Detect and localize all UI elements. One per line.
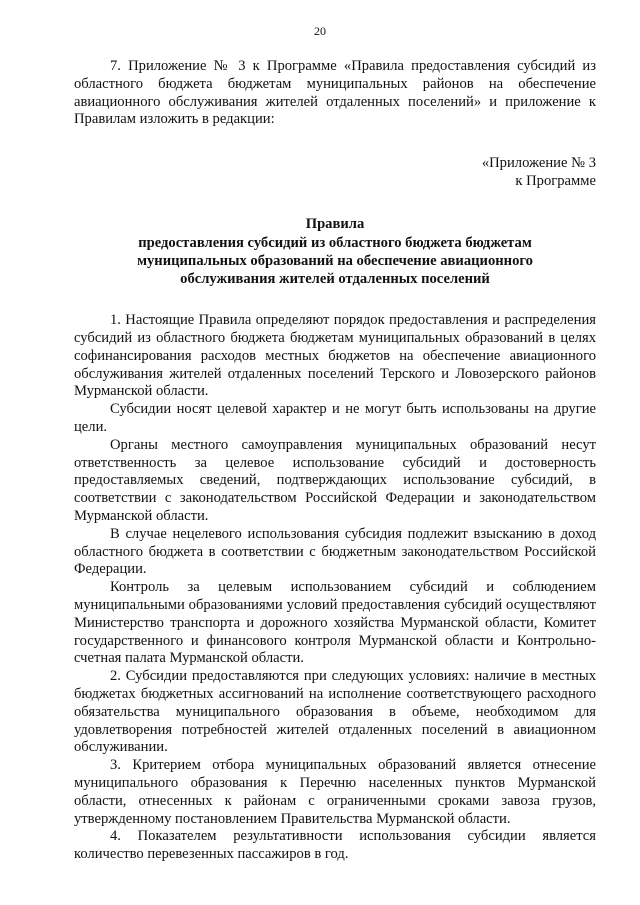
- document-body: [74, 58, 596, 864]
- paragraph-7: 3. Критерием отбора муниципальных образований является отнесение муниципального образования к Перечню населенных пунктов Мурманской области, отнесенных к районам с ограниченными сроками завоза грузов, утвержденному постановлением Правительства Мурманской области.: [74, 757, 596, 827]
- page-number: 20: [314, 24, 326, 38]
- rules-paragraphs: [74, 312, 596, 864]
- intro-paragraph: 7. Приложение № 3 к Программе «Правила предоставления субсидий из областного бюджета бюджетам муниципальных районов на обеспечение авиационного обслуживания жителей отдаленных поселений» и приложение к Правилам изложить в редакции:: [74, 58, 596, 128]
- title-main: Правила: [305, 216, 365, 233]
- paragraph-8: 4. Показателем результативности использования субсидии является количество перевезенных пассажиров в год.: [74, 828, 596, 863]
- title-subtitle-line-3: обслуживания жителей отдаленных поселений: [180, 271, 490, 288]
- paragraph-3: Органы местного самоуправления муниципальных образований несут ответственность за целевое использование субсидий и достоверность предоставляемых сведений, подтверждающих использование субсидий, в соответствии с законодательством Российской Федерации и законодательством Мурманской области.: [74, 436, 596, 524]
- paragraph-1: 1. Настоящие Правила определяют порядок предоставления и распределения субсидий из областного бюджета бюджетам муниципальных образований в целях софинансирования расходов местных бюджетов на обеспечение авиационного обслуживания жителей отдаленных поселений Терского и Ловозерского районов Мурманской области.: [74, 312, 596, 400]
- appendix-ref-line-2: к Программе: [515, 173, 596, 190]
- appendix-reference: [74, 154, 596, 190]
- document-title: [74, 215, 596, 288]
- appendix-ref-line-1: «Приложение № 3: [481, 155, 596, 172]
- paragraph-6: 2. Субсидии предоставляются при следующих условиях: наличие в местных бюджетах бюджетных ассигнований на исполнение соответствующего расходного обязательства муниципального образования в объеме, необходимом для удовлетворения потребностей жителей отдаленных поселений в авиационном обслуживании.: [74, 668, 596, 756]
- paragraph-5: Контроль за целевым использованием субсидий и соблюдением муниципальными образованиями условий предоставления субсидий осуществляют Министерство транспорта и дорожного хозяйства Мурманской области, Комитет государственного и финансового контроля Мурманской области и Контрольно-счетная палата Мурманской области.: [74, 579, 596, 667]
- paragraph-4: В случае нецелевого использования субсидия подлежит взысканию в доход областного бюджета в соответствии с бюджетным законодательством Российской Федерации.: [74, 525, 596, 578]
- paragraph-2: Субсидии носят целевой характер и не могут быть использованы на другие цели.: [74, 401, 596, 435]
- title-subtitle-line-1: предоставления субсидий из областного бюджета бюджетам: [138, 235, 532, 252]
- title-subtitle-line-2: муниципальных образований на обеспечение авиационного: [137, 253, 533, 270]
